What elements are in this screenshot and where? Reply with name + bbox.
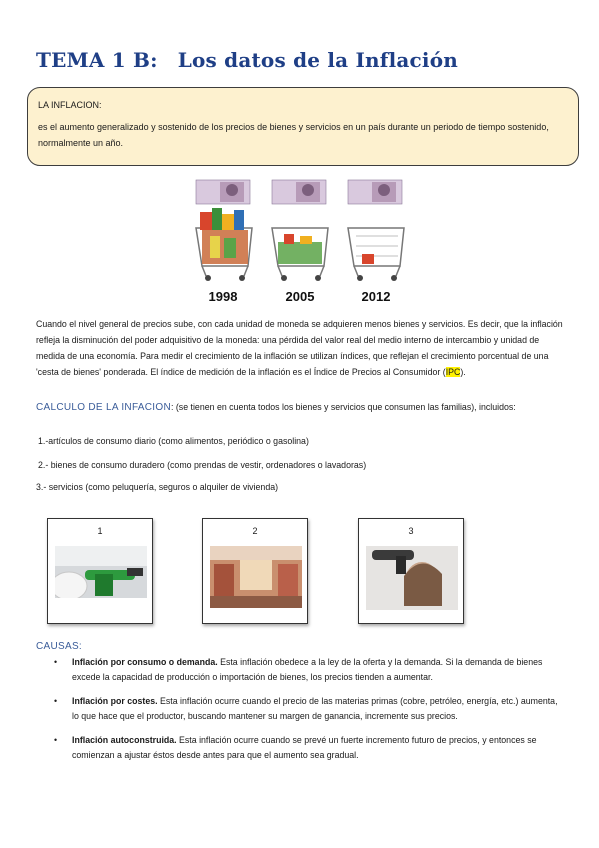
calculo-item-2: 2.- bienes de consumo duradero (como prendas de vestir, ordenadores o lavadoras) xyxy=(38,460,367,470)
card-number: 3 xyxy=(408,526,414,536)
year-label-2005: 2005 xyxy=(285,289,315,304)
definition-heading: LA INFLACION: xyxy=(38,100,102,110)
inflation-paragraph xyxy=(36,316,570,380)
definition-box xyxy=(27,87,579,166)
card-consumo-diario xyxy=(47,518,153,624)
card-servicios xyxy=(358,518,464,624)
page-title xyxy=(36,48,458,72)
causas-heading: CAUSAS: xyxy=(36,641,83,652)
bullet-icon: • xyxy=(54,696,58,706)
banknote-1998 xyxy=(196,180,250,204)
ipc-highlight: IPC xyxy=(445,367,461,377)
card-number: 1 xyxy=(97,526,103,536)
calculo-text: : (se tienen en cuenta todos los bienes y servicios que consumen las familias), incluidos: xyxy=(170,402,516,412)
list-item xyxy=(52,655,562,685)
causa-text: Esta inflación ocurre cuando el precio de las materias primas (cobre, petróleo, energía, etc.) aumenta, lo que hace que el productor, buscando mantener su margen de ganancia, incremente sus precios. xyxy=(72,696,558,721)
list-item xyxy=(52,694,562,724)
title-part1: TEMA 1 B: xyxy=(36,48,158,72)
paragraph-text: Cuando el nivel general de precios sube, con cada unidad de moneda se adquieren menos bienes y servicios. Es decir, que la inflación refleja la disminución del poder adquisitivo de la moneda: una pérdida del valor real del medio interno de intercambio y unidad de medida de una economía. Para medir el crecimiento de la inflación se utilizan índices, que reflejan el crecimiento porcentual de una 'cesta de bienes' ponderada. El índice de medición de la inflación es el Índice de Precios al Consumidor ( xyxy=(36,319,563,377)
year-label-2012: 2012 xyxy=(361,289,391,304)
causa-title: Inflación por consumo o demanda. xyxy=(72,657,218,667)
calculo-heading: CALCULO DE LA INFACION xyxy=(36,402,171,413)
shopping-carts-illustration xyxy=(190,178,410,304)
hair-salon-photo-icon xyxy=(366,546,458,610)
clothing-store-photo-icon xyxy=(210,546,302,608)
calculo-item-3: 3.- servicios (como peluquería, seguros o alquiler de vivienda) xyxy=(36,482,279,492)
banknote-2012 xyxy=(348,180,402,204)
fuel-pump-photo-icon xyxy=(55,546,147,598)
definition-text: es el aumento generalizado y sostenido de los precios de bienes y servicios en un país durante un periodo de tiempo sostenido, normalmente un año. xyxy=(38,122,549,148)
causa-text: Esta inflación obedece a la ley de la oferta y la demanda. Si la demanda de bienes excede la capacidad de producción o importación de bienes, los precios tienden a aumentar. xyxy=(72,657,543,682)
list-item xyxy=(52,733,562,763)
calculo-section xyxy=(36,399,570,416)
bullet-icon: • xyxy=(54,735,58,745)
cart-empty-icon xyxy=(348,228,404,281)
causa-text: Esta inflación ocurre cuando se prevé un fuerte incremento futuro de precios, y entonces se comienzan a ajustar éstos desde antes para que el aumento sea gradual. xyxy=(72,735,537,760)
causa-title: Inflación por costes. xyxy=(72,696,158,706)
causas-list xyxy=(52,655,562,772)
year-label-1998: 1998 xyxy=(208,289,238,304)
title-part2: Los datos de la Inflación xyxy=(177,48,458,72)
causa-title: Inflación autoconstruida. xyxy=(72,735,177,745)
card-number: 2 xyxy=(252,526,258,536)
cart-full-icon xyxy=(196,208,252,281)
calculo-item-1: 1.-artículos de consumo diario (como alimentos, periódico o gasolina) xyxy=(38,436,309,446)
bullet-icon: • xyxy=(54,657,58,667)
cart-half-icon xyxy=(272,228,328,281)
card-consumo-duradero xyxy=(202,518,308,624)
banknote-2005 xyxy=(272,180,326,204)
paragraph-end: ). xyxy=(460,367,466,377)
